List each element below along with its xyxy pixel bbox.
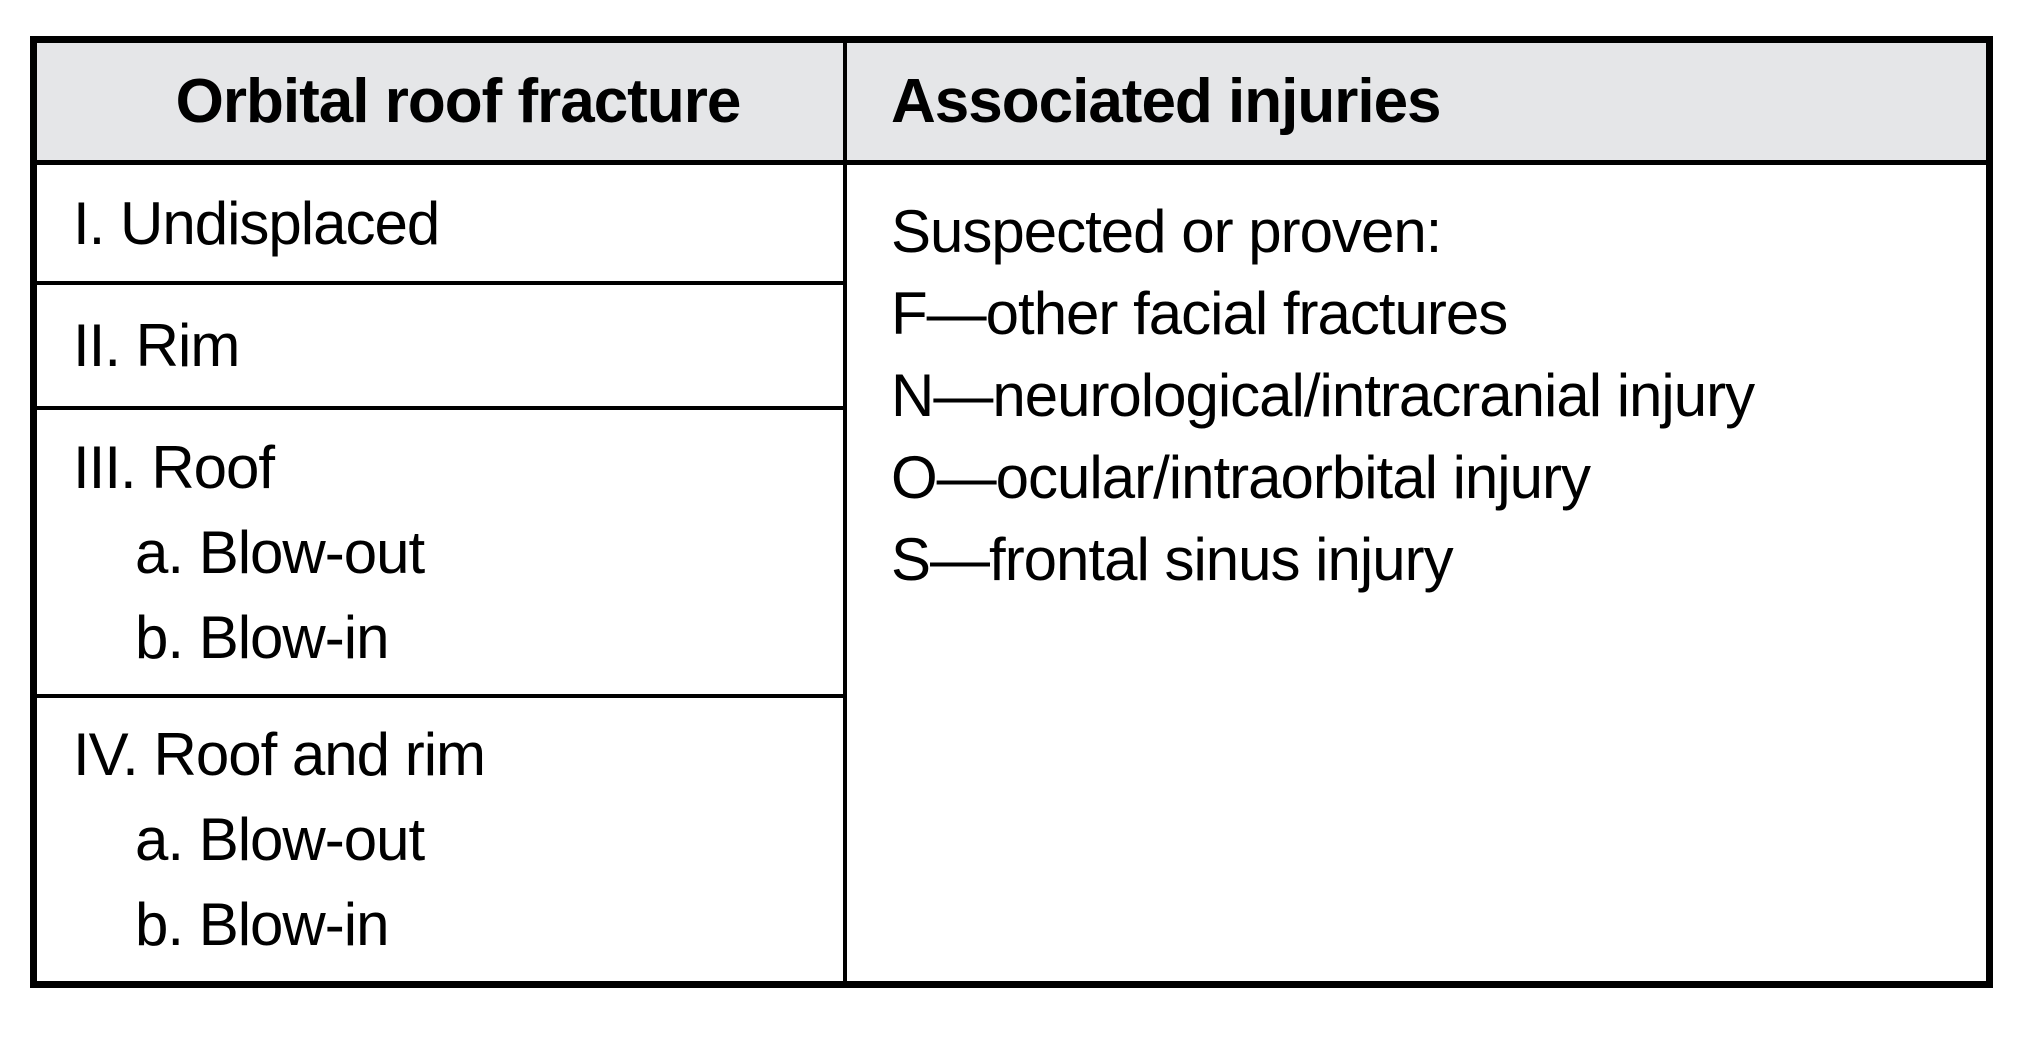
column-header-label: Associated injuries: [891, 67, 1441, 136]
associated-injury-frontal-sinus: S—frontal sinus injury: [891, 526, 1453, 593]
row-label: II. Rim: [73, 312, 240, 379]
associated-injuries-cell: [847, 165, 1986, 981]
table-row-undisplaced: [37, 165, 847, 285]
associated-injury-neurological: N—neurological/intracranial injury: [891, 362, 1755, 429]
row-label: I. Undisplaced: [73, 189, 440, 257]
associated-injuries-intro: Suspected or proven:: [891, 198, 1442, 265]
row-subitem-blow-in: b. Blow-in: [135, 603, 389, 671]
row-label: IV. Roof and rim: [73, 721, 485, 788]
orbital-roof-fracture-table: [30, 36, 1993, 988]
associated-injury-ocular: O—ocular/intraorbital injury: [891, 444, 1590, 511]
row-label: III. Roof: [73, 433, 275, 501]
table-row-roof-and-rim: [37, 698, 847, 981]
column-header-associated-injuries: [847, 43, 1986, 165]
row-subitem-blow-out: a. Blow-out: [135, 518, 425, 586]
row-subitem-blow-in: b. Blow-in: [135, 891, 389, 958]
table-row-rim: [37, 285, 847, 410]
associated-injury-facial: F—other facial fractures: [891, 280, 1508, 347]
row-subitem-blow-out: a. Blow-out: [135, 806, 425, 873]
table-row-roof: [37, 410, 847, 698]
column-header-orbital-roof-fracture: [37, 43, 847, 165]
column-header-label: Orbital roof fracture: [175, 67, 741, 136]
